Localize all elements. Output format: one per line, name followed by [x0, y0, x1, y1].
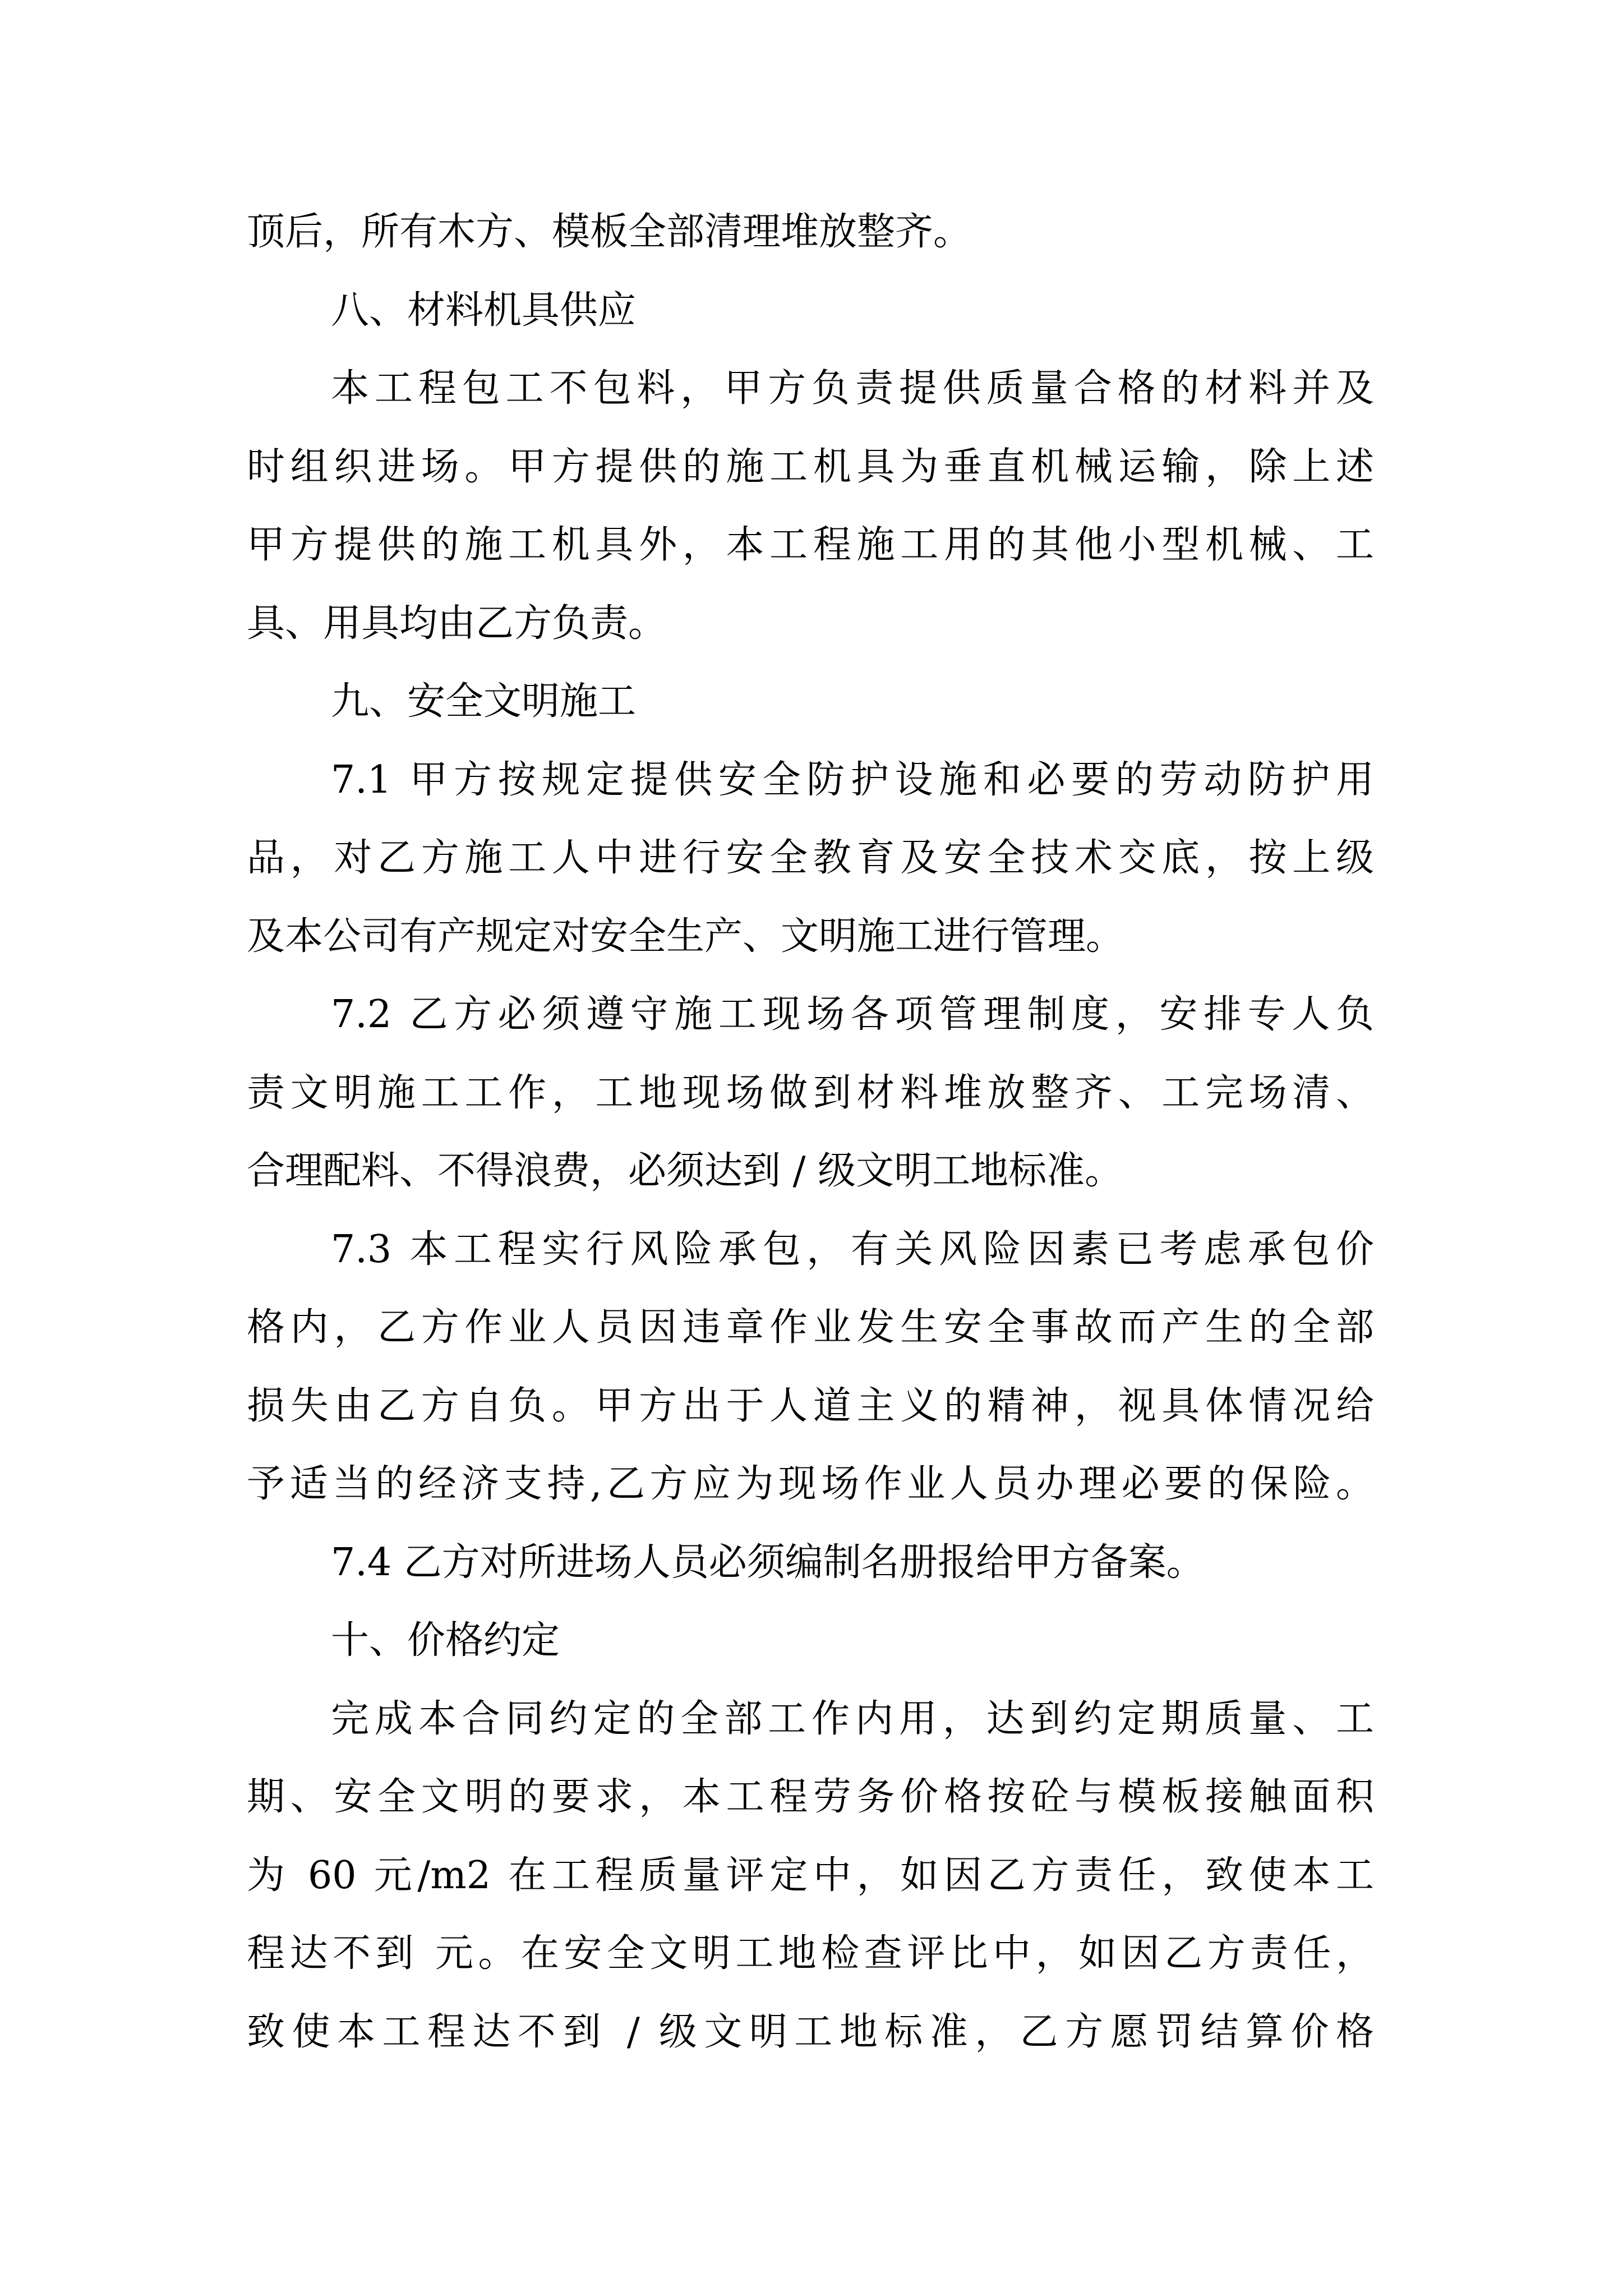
- text-line: 九、安全文明施工: [331, 679, 637, 724]
- text-line: 完成本合同约定的全部工作内用，达到约定期质量、工: [331, 1696, 1374, 1741]
- text-line: 致使本工程达不到 / 级文明工地标准，乙方愿罚结算价格: [247, 2009, 1374, 2054]
- text-line: 及本公司有产规定对安全生产、文明施工进行管理。: [247, 914, 1124, 959]
- text-line: 7.4 乙方对所进场人员必须编制名册报给甲方备案。: [331, 1540, 1205, 1585]
- text-line: 程达不到 元。在安全文明工地检查评比中，如因乙方责任，: [247, 1931, 1374, 1976]
- text-line: 顶后，所有木方、模板全部清理堆放整齐。: [247, 210, 972, 254]
- text-line: 7.1 甲方按规定提供安全防护设施和必要的劳动防护用: [331, 757, 1374, 802]
- text-line: 7.3 本工程实行风险承包，有关风险因素已考虑承包价: [331, 1227, 1374, 1272]
- text-line: 为 60 元/m2 在工程质量评定中，如因乙方责任，致使本工: [247, 1853, 1374, 1898]
- text-line: 甲方提供的施工机具外，本工程施工用的其他小型机械、工: [247, 523, 1374, 567]
- text-line: 时组织进场。甲方提供的施工机具为垂直机械运输，除上述: [247, 444, 1374, 489]
- text-line: 十、价格约定: [331, 1618, 560, 1663]
- text-line: 期、安全文明的要求，本工程劳务价格按砼与模板接触面积: [247, 1775, 1374, 1819]
- text-line: 责文明施工工作，工地现场做到材料堆放整齐、工完场清、: [247, 1070, 1374, 1115]
- text-line: 7.2 乙方必须遵守施工现场各项管理制度，安排专人负: [331, 992, 1374, 1037]
- text-line: 格内，乙方作业人员因违章作业发生安全事故而产生的全部: [247, 1305, 1374, 1350]
- text-line: 损失由乙方自负。甲方出于人道主义的精神，视具体情况给: [247, 1383, 1374, 1428]
- text-line: 八、材料机具供应: [331, 288, 637, 333]
- text-line: 具、用具均由乙方负责。: [247, 601, 667, 646]
- text-line: 合理配料、不得浪费，必须达到 / 级文明工地标准。: [247, 1149, 1123, 1193]
- document-body: [247, 193, 1374, 2071]
- text-line: 本工程包工不包料，甲方负责提供质量合格的材料并及: [331, 366, 1374, 411]
- text-line: 品，对乙方施工人中进行安全教育及安全技术交底，按上级: [247, 836, 1374, 880]
- text-line: 予适当的经济支持,乙方应为现场作业人员办理必要的保险。: [247, 1462, 1374, 1506]
